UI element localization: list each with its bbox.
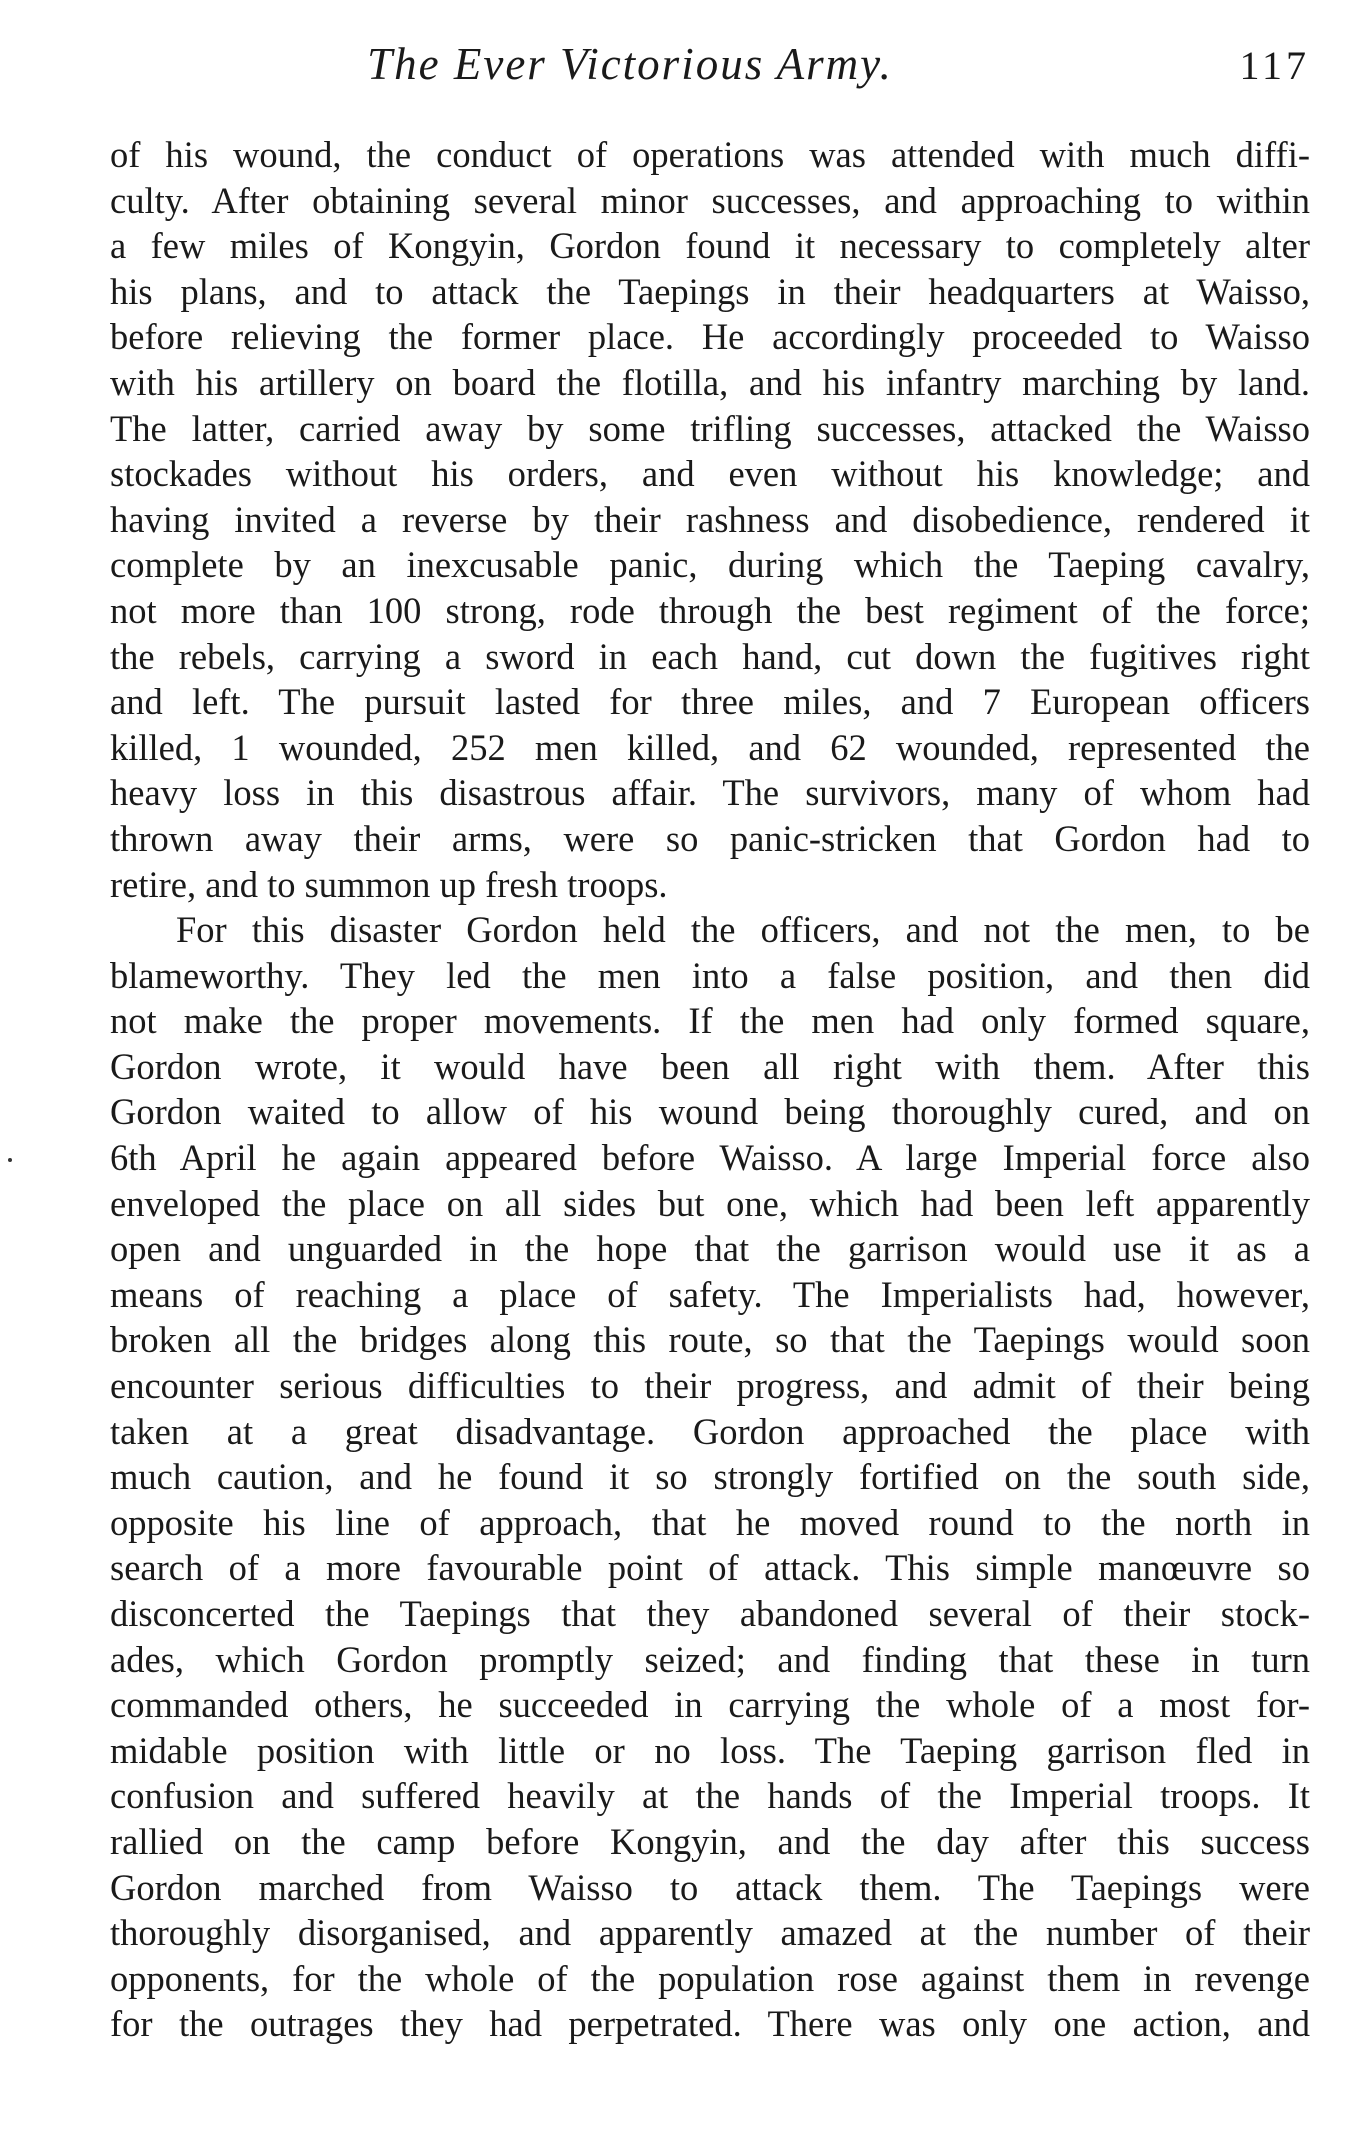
text-line: killed, 1 wounded, 252 men killed, and 62 wounded, represented the (110, 726, 1310, 768)
text-line: blameworthy. They led the men into a false position, and then did (110, 954, 1310, 996)
text-line: confusion and suffered heavily at the hands of the Imperial troops. It (110, 1775, 1310, 1817)
text-line: The latter, carried away by some trifling successes, attacked the Waisso (110, 407, 1310, 449)
text-line: much caution, and he found it so strongly fortified on the south side, (110, 1456, 1310, 1498)
text-line: 6th April he again appeared before Waisso. A large Imperial force also (110, 1137, 1310, 1179)
running-title: The Ever Victorious Army. (367, 39, 893, 89)
text-line: rallied on the camp before Kongyin, and the day after this success (110, 1820, 1310, 1862)
text-line: having invited a reverse by their rashness and disobedience, rendered it (110, 498, 1310, 540)
text-line: Gordon wrote, it would have been all right with them. After this (110, 1045, 1310, 1087)
page-number: 117 (1239, 43, 1310, 88)
text-line-paragraph-end: retire, and to summon up fresh troops. (110, 863, 668, 905)
text-line: heavy loss in this disastrous affair. The survivors, many of whom had (110, 772, 1310, 814)
text-line: encounter serious difficulties to their progress, and admit of their being (110, 1365, 1310, 1407)
text-line: his plans, and to attack the Taepings in their headquarters at Waisso, (110, 270, 1310, 312)
margin-speck (8, 1158, 12, 1162)
text-line: means of reaching a place of safety. The Imperialists had, however, (110, 1273, 1310, 1315)
text-line: before relieving the former place. He accordingly proceeded to Waisso (110, 316, 1310, 358)
text-line: with his artillery on board the flotilla, and his infantry marching by land. (110, 361, 1310, 403)
text-line: and left. The pursuit lasted for three miles, and 7 European officers (110, 681, 1310, 723)
text-line: commanded others, he succeeded in carrying the whole of a most for- (110, 1684, 1310, 1726)
text-line: culty. After obtaining several minor successes, and approaching to within (110, 179, 1310, 221)
text-line: disconcerted the Taepings that they abandoned several of their stock- (110, 1593, 1310, 1634)
text-line: midable position with little or no loss. The Taeping garrison fled in (110, 1729, 1310, 1771)
text-line: taken at a great disadvantage. Gordon approached the place with (110, 1410, 1310, 1452)
text-line: enveloped the place on all sides but one, which had been left apparently (110, 1182, 1310, 1224)
body-text (110, 132, 1310, 2047)
text-line: ades, which Gordon promptly seized; and finding that these in turn (110, 1638, 1310, 1680)
text-line: opposite his line of approach, that he moved round to the north in (110, 1501, 1310, 1543)
text-line: a few miles of Kongyin, Gordon found it necessary to completely alter (110, 225, 1310, 267)
text-line: for the outrages they had perpetrated. There was only one action, and (110, 2003, 1310, 2045)
text-line: Gordon waited to allow of his wound being thoroughly cured, and on (110, 1091, 1310, 1133)
text-line: not make the proper movements. If the men had only formed square, (110, 1000, 1310, 1042)
running-head (110, 38, 1310, 98)
text-line: open and unguarded in the hope that the garrison would use it as a (110, 1228, 1310, 1270)
text-line: Gordon marched from Waisso to attack them. The Taepings were (110, 1866, 1310, 1908)
text-line: the rebels, carrying a sword in each hand, cut down the fugitives right (110, 635, 1310, 677)
text-line: thoroughly disorganised, and apparently amazed at the number of their (110, 1912, 1310, 1954)
text-line: stockades without his orders, and even without his knowledge; and (110, 453, 1310, 495)
text-line: thrown away their arms, were so panic-stricken that Gordon had to (110, 817, 1310, 859)
text-line: broken all the bridges along this route, so that the Taepings would soon (110, 1319, 1310, 1361)
text-line: complete by an inexcusable panic, during which the Taeping cavalry, (110, 544, 1310, 586)
text-line: of his wound, the conduct of operations was attended with much diffi- (110, 134, 1310, 175)
text-line: opponents, for the whole of the population rose against them in revenge (110, 1957, 1310, 1999)
text-line: search of a more favourable point of attack. This simple manœuvre so (110, 1547, 1310, 1589)
text-line: not more than 100 strong, rode through the best regiment of the force; (110, 589, 1310, 631)
text-line-paragraph-start: For this disaster Gordon held the officers, and not the men, to be (176, 909, 1310, 951)
